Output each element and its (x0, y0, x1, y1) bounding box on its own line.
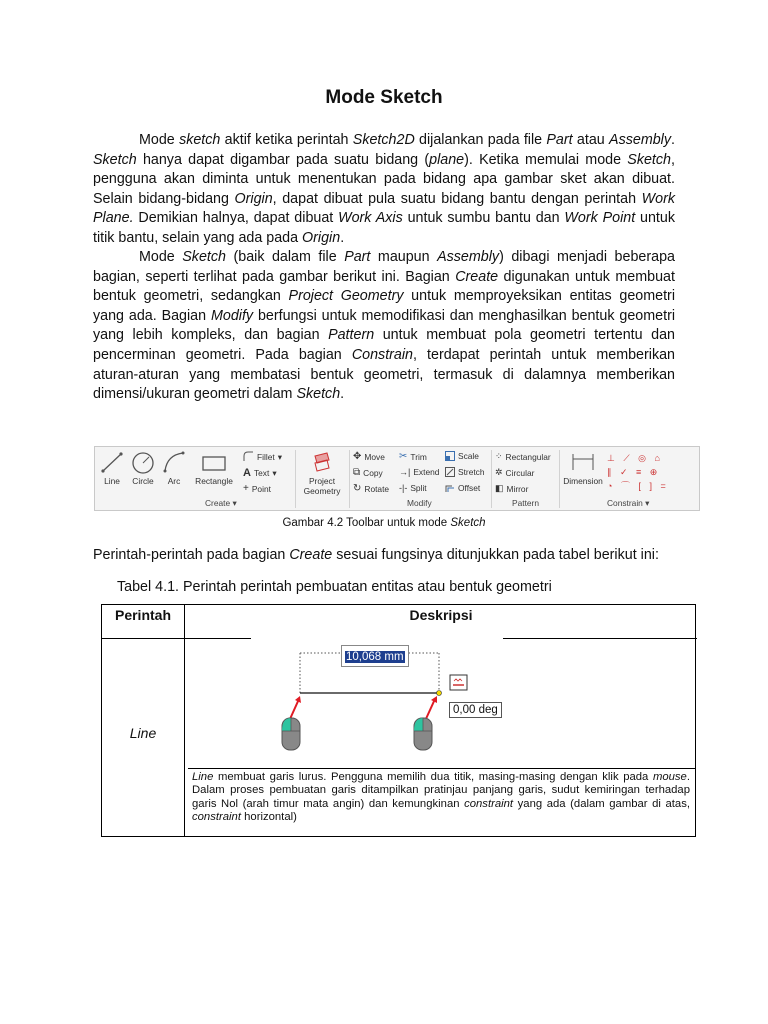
split-tool: -|- Split (399, 483, 427, 493)
header-deskripsi: Deskripsi (409, 607, 473, 623)
circle-icon (130, 450, 156, 474)
red-arrow (290, 699, 299, 719)
extend-icon: →| (399, 467, 411, 477)
mouse-icon (414, 718, 432, 750)
line-tool: Line (99, 450, 125, 486)
move-tool: ✥ Move (353, 451, 385, 462)
split-icon: -|- (399, 483, 408, 493)
rectangular-pattern-icon: ⁘ (495, 451, 503, 461)
dimension-icon (570, 450, 596, 474)
point-icon: + (243, 483, 249, 494)
offset-tool: Offset (445, 483, 480, 493)
group-create-label: Create ▾ (205, 498, 237, 508)
angle-value: 0,00 deg (449, 702, 502, 718)
arc-icon (162, 450, 186, 474)
mouse-icon (282, 718, 300, 750)
commands-table (101, 604, 696, 837)
offset-icon (445, 483, 455, 493)
circle-tool: Circle (129, 450, 157, 486)
horizontal-constraint-glyph (450, 675, 467, 690)
copy-tool: ⧉ Copy (353, 467, 383, 478)
project-geometry-icon (311, 450, 333, 474)
text-icon: A (243, 467, 251, 479)
extend-tool: →| Extend (399, 467, 440, 477)
trim-tool: ✂ Trim (399, 451, 427, 462)
group-pattern-label: Pattern (512, 498, 540, 508)
circular-pattern-tool: ✲ Circular (495, 467, 535, 478)
header-divider (185, 638, 251, 639)
row-description: Line membuat garis lurus. Pengguna memilih dua titik, masing-masing dengan klik pada mouse. Dalam proses pembuatan garis ditampilkan pratinjau panjang garis, sudut kemiringan terhadap garis Nol (arah timur mata angin) dan kemungkinan constraint yang ada (dalam gambar di atas, constraint horizontal) (192, 771, 690, 824)
constraint-icons: ⊥ ⟋ ◎ ⌂ ∥ ✓ ≡ ⊕ ◔ ⌒ [ ] = (607, 453, 669, 491)
figure-caption: Gambar 4.2 Toolbar untuk mode Sketch (282, 517, 486, 529)
separator (295, 450, 296, 508)
sketch-toolbar-figure (94, 446, 700, 511)
circular-pattern-icon: ✲ (495, 467, 503, 477)
paragraph-2: Mode Sketch (baik dalam file Part maupun Assembly) dibagi menjadi beberapa bagian, seperti terlihat pada gambar berikut ini. Bagian Create digunakan untuk membuat bentuk geometri, sedangkan Project Geometry untuk memproyeksikan entitas geometri yang ada. Bagian Modify berfungsi untuk memodifikasi dan menghasilkan bentuk geometri yang lebih kompleks, dan bagian Pattern untuk membuat pola geometri tertentu dan pencerminan geometri. Pada bagian Constrain, terdapat perintah untuk memberikan aturan-aturan yang membatasi bentuk geometri, termasuk di dalamnya memberikan dimensi/ukuran geometri dalam Sketch. (93, 249, 676, 403)
group-constrain-label: Constrain ▾ (607, 498, 650, 508)
paragraph-1: Mode sketch aktif ketika perintah Sketch2D dijalankan pada file Part atau Assembly. Sketch hanya dapat digambar pada suatu bidang (plane). Ketika memulai mode Sketch, pengguna akan diminta untuk menentukan pada bidang apa gambar sket akan dibuat. Selain bidang-bidang Origin, dapat dibuat pula suatu bidang bantu dengan perintah Work Plane. Demikian halnya, dapat dibuat Work Axis untuk sumbu bantu dan Work Point untuk titik bantu, selain yang ada pada Origin. (93, 132, 675, 246)
rectangle-icon (199, 450, 229, 474)
length-input-box (341, 645, 409, 667)
rectangle-tool: Rectangle (193, 450, 235, 486)
header-perintah: Perintah (114, 607, 171, 623)
fillet-tool: Fillet ▾ (243, 451, 282, 462)
copy-icon: ⧉ (353, 467, 361, 478)
red-arrow (425, 699, 435, 721)
point-tool: + Point (243, 483, 271, 494)
trim-icon: ✂ (399, 451, 408, 462)
intro-sentence: Perintah-perintah pada bagian Create sesuai fungsinya ditunjukkan pada tabel berikut ini: (93, 547, 659, 563)
row-command-name: Line (129, 725, 157, 741)
rotate-tool: ↻ Rotate (353, 483, 390, 494)
arc-tool: Arc (161, 450, 187, 486)
separator (491, 450, 492, 508)
move-icon: ✥ (353, 451, 362, 462)
page-title: Mode Sketch (325, 87, 443, 108)
project-geometry-tool: Project Geometry (300, 450, 344, 496)
text-tool: A Text ▾ (243, 467, 277, 479)
table-column-divider (184, 605, 185, 836)
group-modify-label: Modify (407, 498, 432, 508)
rotate-icon: ↻ (353, 483, 362, 494)
line-icon (100, 450, 124, 474)
length-value: 10,068 mm (346, 651, 404, 663)
stretch-tool: Stretch (445, 467, 485, 477)
mirror-icon: ◧ (495, 483, 504, 493)
header-divider (102, 638, 185, 639)
scale-tool: Scale (445, 451, 479, 461)
line-endpoint (437, 691, 442, 696)
separator (349, 450, 350, 508)
dimension-tool: Dimension (562, 450, 604, 486)
mirror-tool: ◧ Mirror (495, 483, 529, 494)
rectangular-pattern-tool: ⁘ Rectangular (495, 451, 551, 462)
constraint-icon-grid (607, 451, 699, 495)
scale-icon (445, 451, 455, 461)
separator (559, 450, 560, 508)
table-caption: Tabel 4.1. Perintah perintah pembuatan entitas atau bentuk geometri (117, 579, 552, 595)
header-divider (503, 638, 697, 639)
fillet-icon (243, 451, 254, 462)
stretch-icon (445, 467, 455, 477)
